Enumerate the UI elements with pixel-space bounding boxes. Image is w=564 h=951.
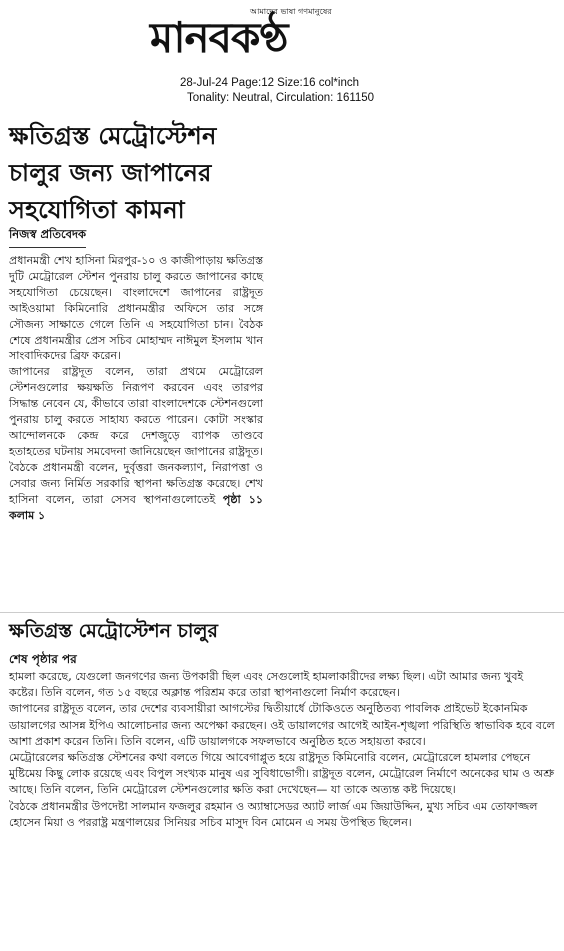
clipping-meta-line-1: 28-Jul-24 Page:12 Size:16 col*inch [180,77,360,89]
continuation-jump: পৃষ্ঠা ১১ কলাম ১ [9,492,263,522]
paragraph: জাপানের রাষ্ট্রদূত বলেন, তার দেশের ব্যবসায়ীরা আগস্টের দ্বিতীয়ার্ধে টোকিওতে অনুষ্ঠিতব্য পাবলিক প্রাইভেট ইকোনমিক ডায়ালগের আসন্ন ইপিএ আলোচনার জন্য অপেক্ষা করছেন। ওই ডায়ালগের আগেই আইন-শৃঙ্খলা পরিস্থিতি স্বাভাবিক হবে বলে আশা প্রকাশ করেন তিনি। তিনি বলেন, এটি ডায়ালগকে সফলভাবে অনুষ্ঠিত হতে সহায়তা করবে। [9,702,555,748]
headline-line-3: সহযোগিতা কামনা [9,196,185,224]
paragraph-text: বৈঠকে প্রধানমন্ত্রী বলেন, দুর্বৃত্তরা জনকল্যাণ, নিরাপত্তা ও সেবার জন্য নির্মিত সরকারি স্থাপনা ক্ষতিগ্রস্ত করেছে। শেখ হাসিনা বলেন, তারা সেসব স্থাপনাগুলোতেই [9,460,263,506]
byline: নিজস্ব প্রতিবেদক [9,226,86,248]
continuation-subhead: শেষ পৃষ্ঠার পর [9,652,77,666]
headline-line-2: চালুর জন্য জাপানের [9,159,212,187]
paragraph [9,460,263,524]
article-main [0,108,564,598]
paragraph: বৈঠকে প্রধানমন্ত্রীর উপদেষ্টা সালমান ফজলুর রহমান ও অ্যাম্বাসেডর অ্যাট লার্জ এম জিয়াউদ্দিন, মুখ্য সচিব এম তোফাজ্জল হোসেন মিয়া ও পররাষ্ট্র মন্ত্রণালয়ের সিনিয়র সচিব মাসুদ বিন মোমেন এ সময় উপস্থিত ছিলেন। [9,799,538,829]
masthead [150,2,420,64]
article-body [9,253,263,523]
newspaper-logo: মানবকণ্ঠ [150,13,288,62]
paragraph: হামলা করেছে, যেগুলো জনগণের জন্য উপকারী ছিল এবং সেগুলোই হামলাকারীদের লক্ষ্য ছিল। এটা আমার জন্য খুবই কষ্টের। তিনি বলেন, গত ১৫ বছরে অক্লান্ত পরিশ্রম করে তারা স্থাপনাগুলো নির্মাণ করেছেন। [9,670,524,700]
paragraph: প্রধানমন্ত্রী শেখ হাসিনা মিরপুর-১০ ও কাজীপাড়ায় ক্ষতিগ্রস্ত দুটি মেট্রোরেল স্টেশন পুনরায় চালু করতে জাপানের কাছে সহযোগিতা চেয়েছেন। বাংলাদেশে জাপানের রাষ্ট্রদূত আইওয়ামা কিমিনোরি প্রধানমন্ত্রীর অফিসে তার সঙ্গে সৌজন্য সাক্ষাতে গেলে তিনি এ সহযোগিতা চান। বৈঠক শেষে প্রধানমন্ত্রীর প্রেস সচিব মোহাম্মদ নাঈমুল ইসলাম খান সাংবাদিকদের ব্রিফ করেন। [9,254,263,363]
continuation-body [9,669,555,831]
continuation-headline: ক্ষতিগ্রস্ত মেট্রোস্টেশন চালুর [9,620,218,642]
masthead-tagline: আমাদের ভাষা গণমানুষের [250,7,332,16]
paragraph: জাপানের রাষ্ট্রদূত বলেন, তারা প্রথমে মেট্রোরেল স্টেশনগুলোর ক্ষয়ক্ষতি নিরূপণ করবেন এবং তারপর সিদ্ধান্ত নেবেন যে, কীভাবে তারা বাংলাদেশকে স্টেশনগুলো পুনরায় চালু করতে সাহায্য করতে পারেন। কোটা সংস্কার আন্দোলনকে কেন্দ্র করে দেশজুড়ে ব্যাপক তাণ্ডবে হতাহতের ঘটনায় সমবেদনা জানিয়েছেন জাপানের রাষ্ট্রদূত। [9,365,263,458]
article-continuation [0,612,564,950]
headline-line-1: ক্ষতিগ্রস্ত মেট্রোস্টেশন [9,122,217,150]
paragraph: মেট্রোরেলের ক্ষতিগ্রস্ত স্টেশনের কথা বলতে গিয়ে আবেগাপ্লুত হয়ে রাষ্ট্রদূত কিমিনোরি বলেন, মেট্রোরেলে হামলার পেছনে মুষ্টিমেয় কিছু লোক রয়েছে এবং বিপুল সংখ্যক মানুষ এর সুবিধাভোগী। রাষ্ট্রদূত বলেন, মেট্রোরেল নির্মাণে অনেকের ঘাম ও অশ্রু আছে। তিনি বলেন, তিনি মেট্রোরেল স্টেশনগুলোর ক্ষতি করা দেখেছেন— যা তাকে অত্যন্ত কষ্ট দিয়েছে। [9,751,555,797]
clipping-meta-line-2: Tonality: Neutral, Circulation: 161150 [187,92,375,104]
